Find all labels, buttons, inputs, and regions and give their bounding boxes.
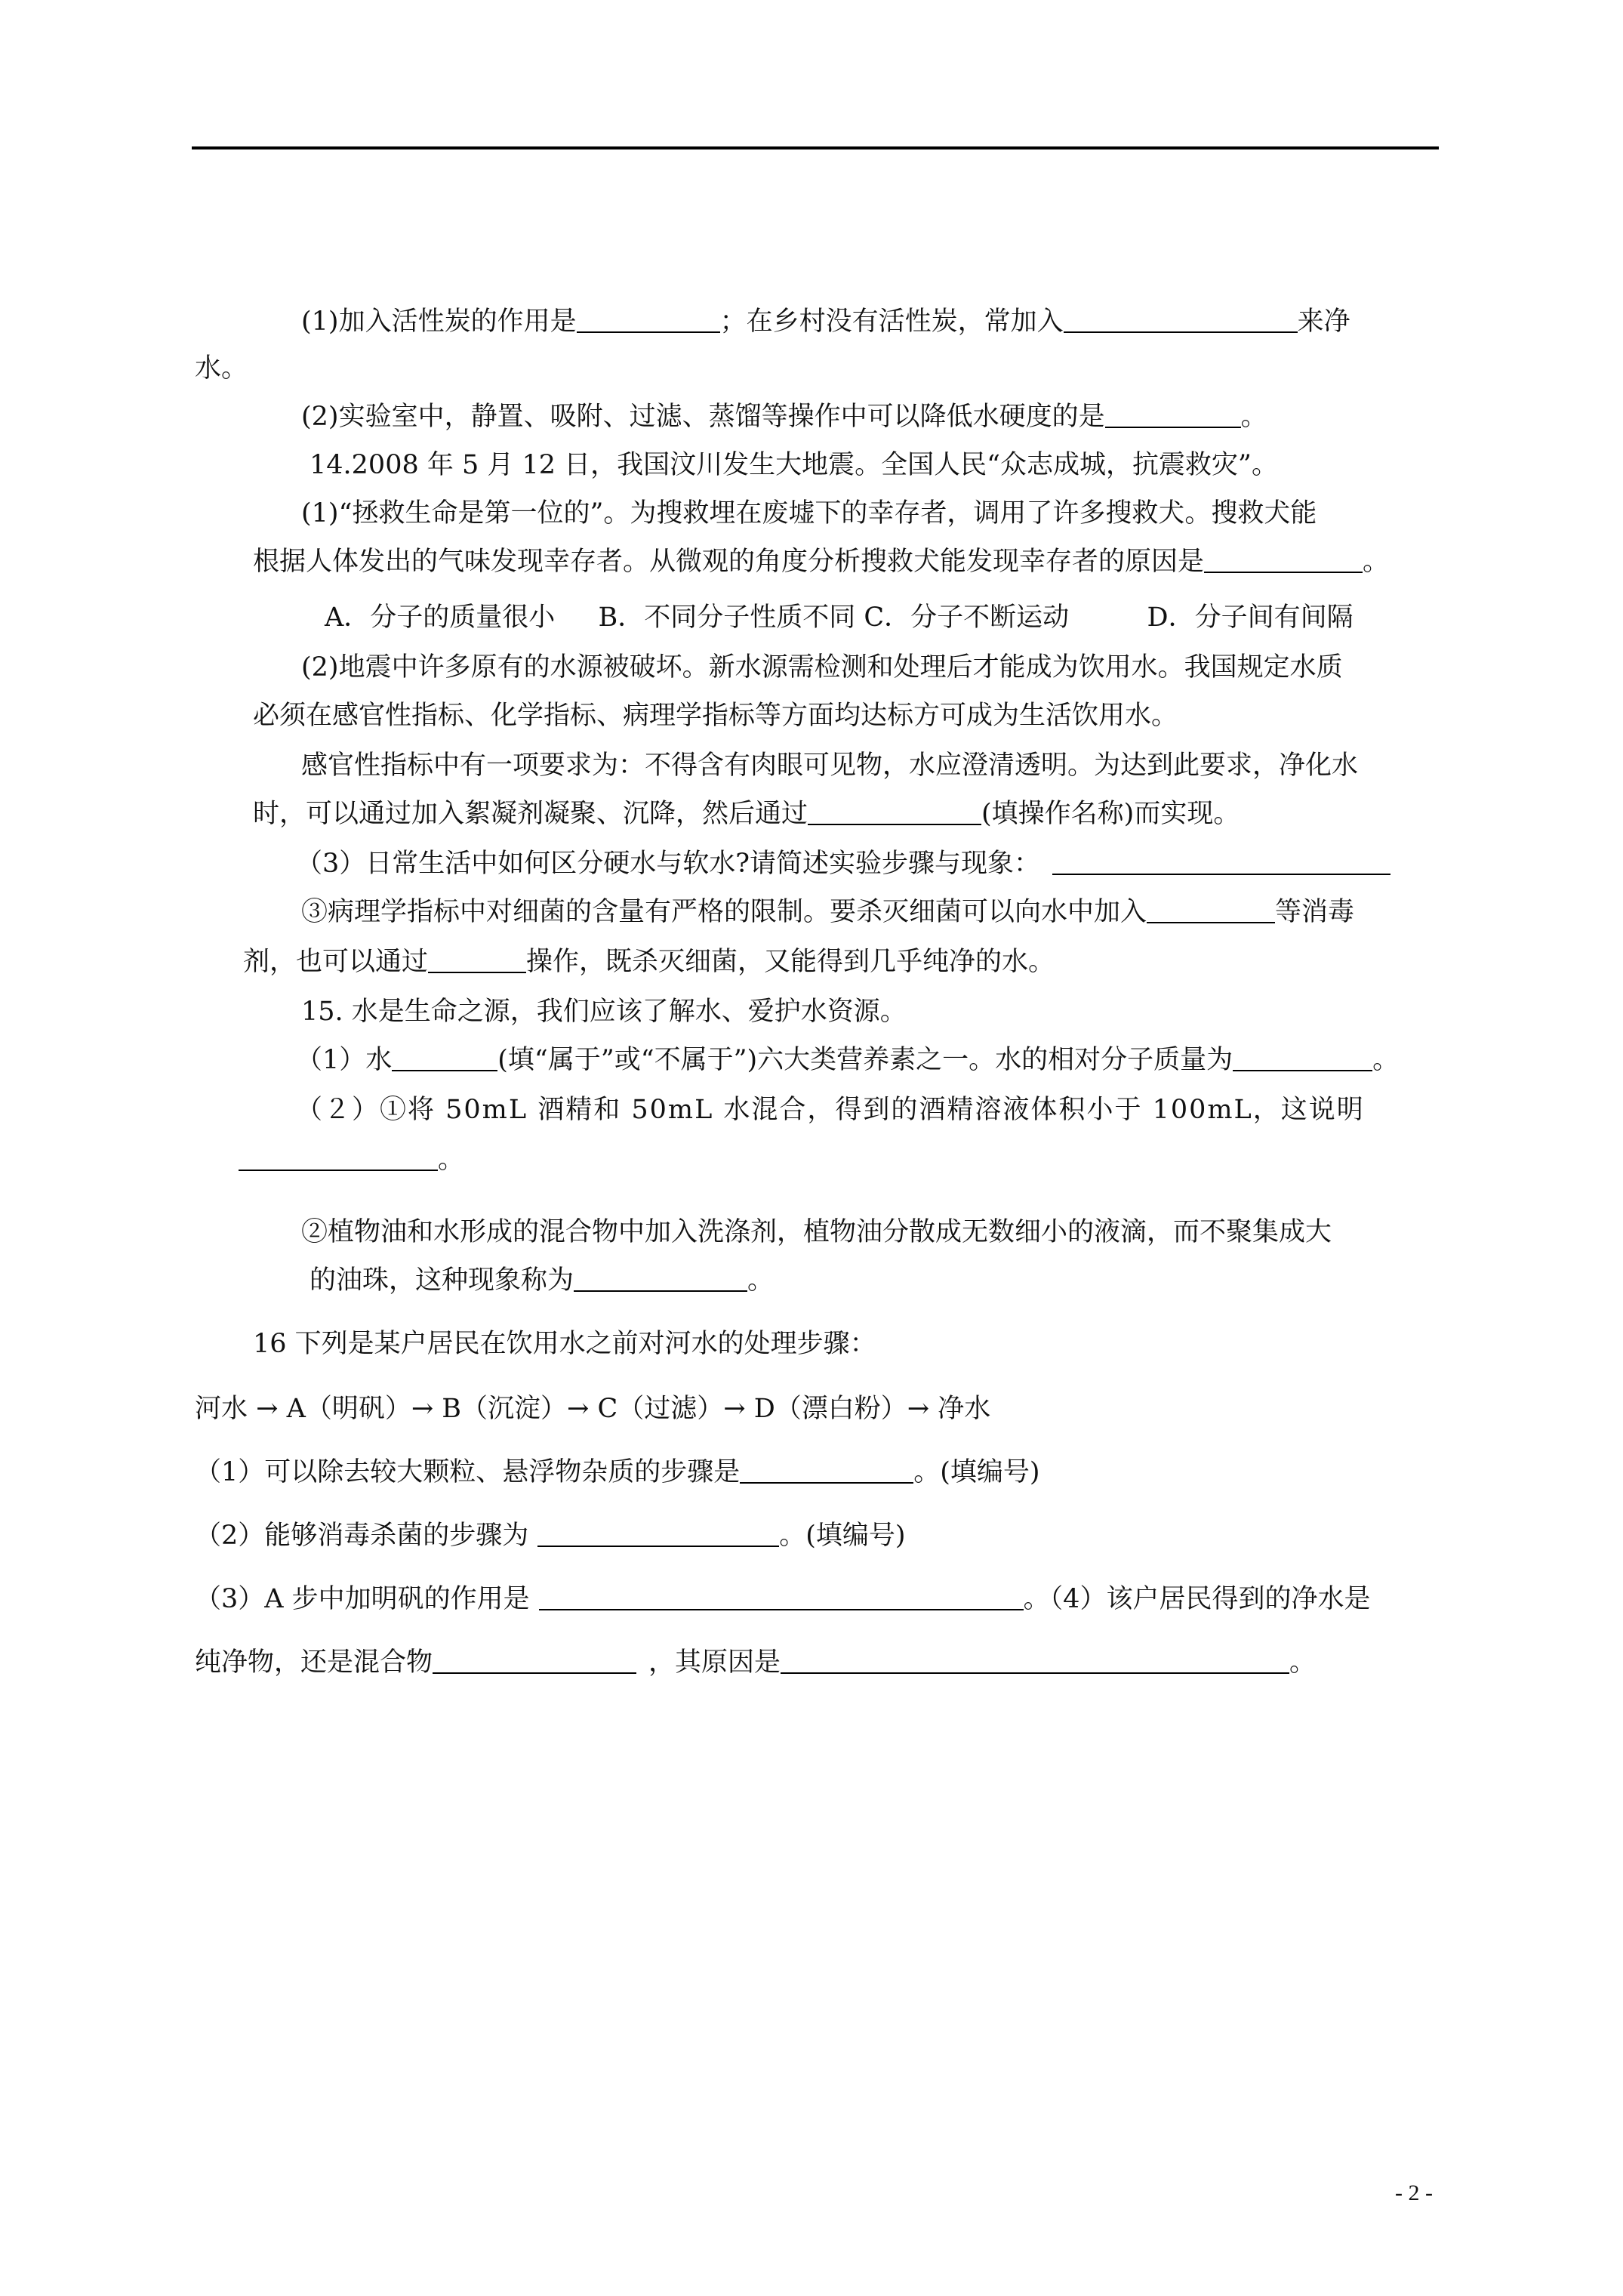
page-number: - 2 -	[1395, 2180, 1433, 2205]
answer-blank[interactable]	[1204, 546, 1363, 573]
q14-title: 14.2008 年 5 月 12 日，我国汶川发生大地震。全国人民“众志成城，抗震救灾”。	[310, 450, 1278, 480]
q14-line-4: 必须在感官性指标、化学指标、病理学指标等方面均达标方可成为生活饮用水。	[253, 701, 1178, 731]
q16-line-1: （1）可以除去较大颗粒、悬浮物杂质的步骤是 。(填编号)	[195, 1457, 1040, 1487]
q15-line-1: （1）水 (填“属于”或“不属于”)六大类营养素之一。水的相对分子质量为 。	[296, 1045, 1400, 1075]
q14-line-9: 剂，也可以通过 操作，既杀灭细菌，又能得到几乎纯净的水。	[243, 947, 1055, 977]
answer-blank[interactable]	[781, 1647, 1289, 1674]
answer-blank[interactable]	[1105, 401, 1241, 428]
answer-blank[interactable]	[428, 946, 526, 973]
answer-blank[interactable]	[577, 306, 720, 333]
q15-line-4: ②植物油和水形成的混合物中加入洗涤剂，植物油分散成无数细小的液滴，而不聚集成大	[301, 1217, 1332, 1247]
answer-blank[interactable]	[1064, 306, 1298, 333]
q16-line-2: （2）能够消毒杀菌的步骤为 。(填编号)	[195, 1521, 906, 1551]
answer-blank[interactable]	[1233, 1044, 1372, 1071]
q14-line-7: （3）日常生活中如何区分硬水与软水?请简述实验步骤与现象：	[296, 847, 1390, 880]
answer-blank[interactable]	[433, 1647, 636, 1674]
answer-blank[interactable]	[1147, 896, 1275, 923]
q15-line-5: 的油珠，这种现象称为 。	[310, 1265, 775, 1296]
q14-line-3: (2)地震中许多原有的水源被破坏。新水源需检测和处理后才能成为饮用水。我国规定水质	[301, 652, 1343, 683]
answer-blank[interactable]	[740, 1456, 913, 1484]
answer-blank[interactable]	[539, 1583, 1024, 1610]
q14-line-2: 根据人体发出的气味发现幸存者。从微观的角度分析搜救犬能发现幸存者的原因是 。	[253, 547, 1390, 577]
answer-blank[interactable]	[574, 1265, 747, 1292]
q16-process-flow: 河水 → A（明矾）→ B（沉淀）→ C（过滤）→ D（漂白粉）→ 净水	[195, 1394, 991, 1424]
q14-options: A．分子的质量很小 B．不同分子性质不同 C．分子不断运动 D．分子间有间隔	[325, 603, 1354, 633]
q15-line-3: 。	[239, 1143, 464, 1176]
q14-line-1: (1)“拯救生命是第一位的”。为搜救埋在废墟下的幸存者，调用了许多搜救犬。搜救犬能	[301, 498, 1317, 529]
header-rule	[192, 146, 1439, 149]
q14-line-6: 时，可以通过加入絮凝剂凝聚、沉降，然后通过 (填操作名称)而实现。	[253, 799, 1240, 829]
answer-blank[interactable]	[239, 1144, 438, 1171]
q15-title: 15. 水是生命之源，我们应该了解水、爱护水资源。	[301, 997, 907, 1027]
q14-line-8: ③病理学指标中对细菌的含量有严格的限制。要杀灭细菌可以向水中加入 等消毒	[301, 897, 1355, 927]
answer-blank[interactable]	[808, 798, 981, 825]
q16-title: 16 下列是某户居民在饮用水之前对河水的处理步骤：	[253, 1329, 876, 1359]
answer-blank[interactable]	[537, 1520, 779, 1547]
q15-line-2: （２）①将 50mL 酒精和 50mL 水混合，得到的酒精溶液体积小于 100mL，这说明	[296, 1095, 1365, 1125]
q13-line-3: (2)实验室中，静置、吸附、过滤、蒸馏等操作中可以降低水硬度的是 。	[301, 402, 1267, 432]
q16-line-3: （3）A 步中加明矾的作用是 。（4）该户居民得到的净水是	[195, 1584, 1371, 1614]
answer-blank[interactable]	[1052, 848, 1390, 875]
q16-line-4: 纯净物，还是混合物 ，其原因是 。	[195, 1647, 1317, 1678]
answer-blank[interactable]	[392, 1044, 497, 1071]
q13-line-1: (1)加入活性炭的作用是 ；在乡村没有活性炭，常加入 来净	[301, 307, 1350, 337]
q14-line-5: 感官性指标中有一项要求为：不得含有肉眼可见物，水应澄清透明。为达到此要求，净化水	[301, 750, 1359, 781]
q13-line-2: 水。	[195, 353, 248, 384]
